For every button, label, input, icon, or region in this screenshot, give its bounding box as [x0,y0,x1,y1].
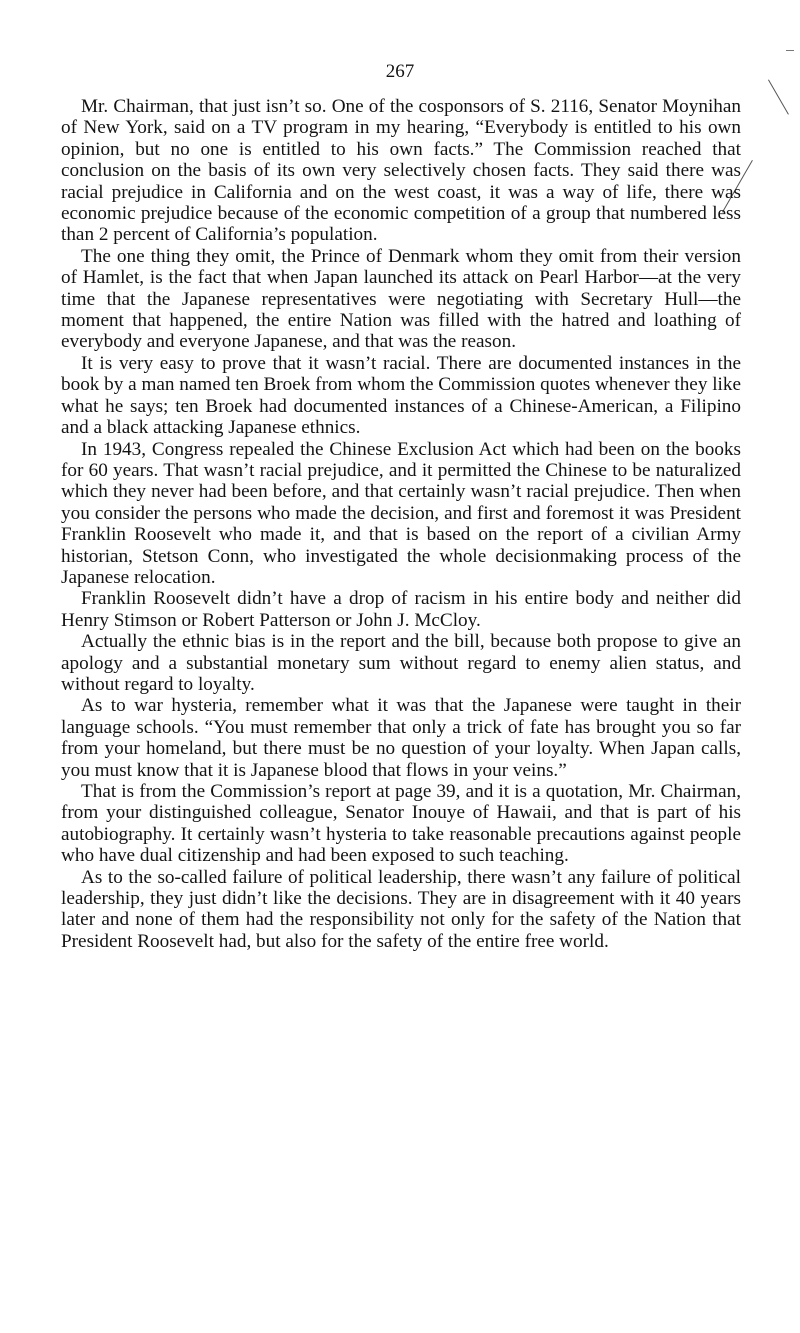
paragraph: It is very easy to prove that it wasn’t racial. There are documented instances in the book by a man named ten Broek from whom the Commission quotes whenever they like what he says; ten Broek had documented instances of a Chinese-American, a Filipino and a black attacking Japanese ethnics. [61,352,741,439]
paragraph: In 1943, Congress repealed the Chinese Exclusion Act which had been on the books for 60 years. That wasn’t racial prejudice, and it permitted the Chinese to be naturalized which they never had been before, and that certainly wasn’t racial prejudice. Then when you consider the persons who made the decision, and first and foremost it was President Franklin Roosevelt who made it, and that is based on the report of a civilian Army historian, Stetson Conn, who investigated the whole decisionmaking process of the Japanese relocation. [61,438,741,588]
margin-dash-mark [786,50,794,51]
margin-annotation-mark [768,80,789,115]
paragraph: As to the so-called failure of political leadership, there wasn’t any failure of political leadership, they just didn’t like the decisions. They are in disagreement with it 40 years later and none of them had the responsibility not only for the safety of the Nation that President Roosevelt had, but also for the safety of the entire free world. [61,866,741,952]
paragraph: That is from the Commission’s report at page 39, and it is a quotation, Mr. Chairman, from your distinguished colleague, Senator Inouye of Hawaii, and that is part of his autobiography. It certainly wasn’t hysteria to take reasonable precautions against people who have dual citizenship and had been exposed to such teaching. [61,781,741,867]
paragraph: Franklin Roosevelt didn’t have a drop of racism in his entire body and neither did Henry Stimson or Robert Patterson or John J. McCloy. [61,588,741,631]
page-number: 267 [385,61,415,82]
paragraph: Mr. Chairman, that just isn’t so. One of the cosponsors of S. 2116, Senator Moynihan of New York, said on a TV program in my hearing, “Everybody is entitled to his own opinion, but no one is entitled to his own facts.” The Commission reached that conclusion on the basis of its own very selectively chosen facts. They said there was racial prejudice in California and on the west coast, it was a way of life, there was economic prejudice because of the economic competition of a group that numbered less than 2 percent of California’s population. [61,96,741,246]
paragraph: As to war hysteria, remember what it was that the Japanese were taught in their language schools. “You must remember that only a trick of fate has brought you so far from your homeland, but there must be no question of your loyalty. When Japan calls, you must know that it is Japanese blood that flows in your veins.” [61,695,741,781]
paragraph: Actually the ethnic bias is in the report and the bill, because both propose to give an apology and a substantial monetary sum without regard to enemy alien status, and without regard to loyalty. [61,631,741,695]
paragraph: The one thing they omit, the Prince of Denmark whom they omit from their version of Hamlet, is the fact that when Japan launched its attack on Pearl Harbor—at the very time that the Japanese representatives were negotiating with Secretary Hull—the moment that happened, the entire Nation was filled with the hatred and loathing of everybody and everyone Japanese, and that was the reason. [61,245,741,353]
body-text [61,96,741,952]
